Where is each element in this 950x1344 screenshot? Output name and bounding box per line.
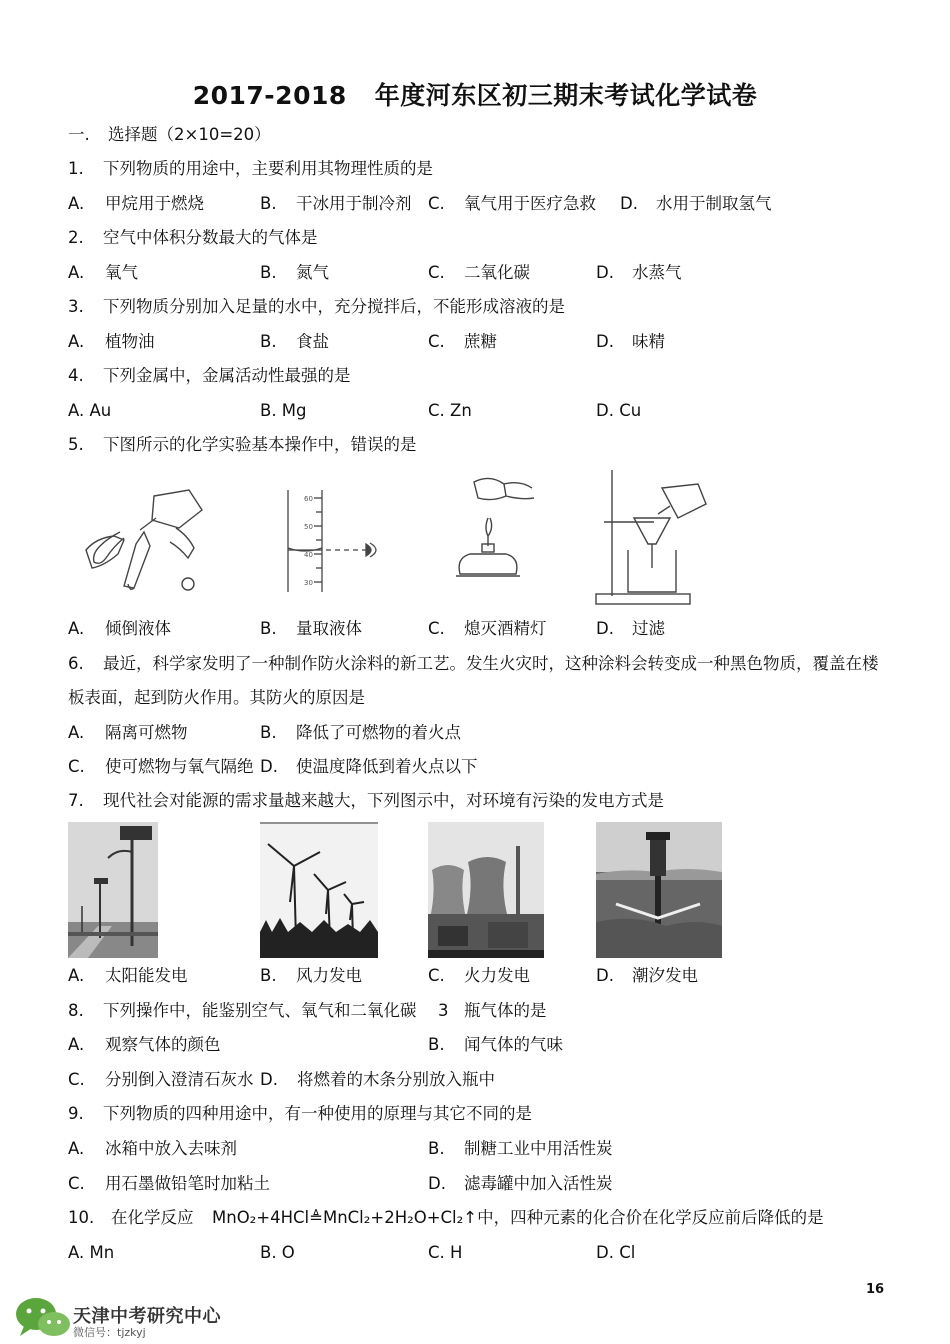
q8-option-c: 分别倒入澄清石灰水 [105,1070,254,1089]
cylinder-tick-50: 50 [304,523,313,531]
q4-option-d: D. Cu [596,401,642,420]
q3-option-c-letter: C. [428,332,445,351]
q3-option-a: 植物油 [105,332,155,351]
q2-option-b-letter: B. [260,263,277,282]
q7-number: 7. [68,791,84,810]
q9-option-b-letter: B. [428,1139,445,1158]
q1-option-d-letter: D. [620,194,638,213]
cylinder-tick-60: 60 [304,495,313,503]
q5-text: 下图所示的化学实验基本操作中，错误的是 [103,435,417,454]
q7-text: 现代社会对能源的需求量越来越大，下列图示中，对环境有污染的发电方式是 [103,791,664,810]
q9-number: 9. [68,1104,84,1123]
q4-option-c: C. Zn [428,401,472,420]
q4-option-b: B. Mg [260,401,307,420]
q10-text: 在化学反应 [111,1208,194,1227]
q2-option-c: 二氧化碳 [464,263,530,282]
q5-option-a-letter: A. [68,619,85,638]
q8-option-d-letter: D. [260,1070,278,1089]
q6-option-c-letter: C. [68,757,85,776]
q6-option-b: 降低了可燃物的着火点 [296,723,461,742]
q6-option-a-letter: A. [68,723,85,742]
q7-option-d: 潮汐发电 [632,966,698,985]
q3-option-b: 食盐 [296,332,329,351]
q2-option-d-letter: D. [596,263,614,282]
q1-option-b-letter: B. [260,194,277,213]
q5-option-d: 过滤 [632,619,665,638]
section-number: 一. [68,125,90,144]
q8-text-end: 瓶气体的是 [464,1001,547,1020]
q7-option-a-letter: A. [68,966,85,985]
q3-number: 3. [68,297,84,316]
q2-option-b: 氮气 [296,263,329,282]
q9-option-b: 制糖工业中用活性炭 [464,1139,613,1158]
q7-option-d-letter: D. [596,966,614,985]
q5-option-a: 倾倒液体 [105,619,171,638]
q10-equation: MnO₂+4HCl≜MnCl₂+2H₂O+Cl₂↑中，四种元素的化合价在化学反应前后降低的是 [212,1208,824,1227]
q7-option-c-letter: C. [428,966,445,985]
q7-option-c: 火力发电 [464,966,530,985]
q2-text: 空气中体积分数最大的气体是 [103,228,318,247]
q9-text: 下列物质的四种用途中，有一种使用的原理与其它不同的是 [103,1104,532,1123]
q1-number: 1. [68,159,84,178]
q6-option-a: 隔离可燃物 [105,723,188,742]
q6-number: 6. [68,654,84,673]
q10-option-a: A. Mn [68,1243,115,1262]
q1-text: 下列物质的用途中，主要利用其物理性质的是 [103,159,433,178]
q3-option-c: 蔗糖 [464,332,497,351]
section-label: 选择题（2×10=20） [108,125,271,144]
q8-option-d: 将燃着的木条分别放入瓶中 [297,1070,495,1089]
q1-option-d: 水用于制取氢气 [656,194,772,213]
pouring-liquid-figure [84,488,216,594]
q6-option-d-letter: D. [260,757,278,776]
q10-option-d: D. Cl [596,1243,636,1262]
wechat-logo-icon [14,1296,74,1340]
q10-option-c: C. H [428,1243,463,1262]
q10-number: 10. [68,1208,95,1227]
q6-text: 最近，科学家发明了一种制作防火涂料的新工艺。发生火灾时，这种涂料会转变成一种黑色物质，覆盖在楼 [103,654,879,673]
q8-option-b: 闻气体的气味 [464,1035,563,1054]
q7-option-b-letter: B. [260,966,277,985]
q1-option-a-letter: A. [68,194,85,213]
q3-option-b-letter: B. [260,332,277,351]
q7-option-b: 风力发电 [296,966,362,985]
wind-power-photo [260,822,378,958]
q9-option-c: 用石墨做铅笔时加粘土 [105,1174,270,1193]
page-number: 16 [866,1282,885,1297]
page-title: 2017-2018 年度河东区初三期末考试化学试卷 [192,81,758,110]
q9-option-d-letter: D. [428,1174,446,1193]
q4-number: 4. [68,366,84,385]
q1-option-c: 氧气用于医疗急救 [464,194,596,213]
q8-option-a: 观察气体的颜色 [105,1035,221,1054]
q5-option-b: 量取液体 [296,619,362,638]
q8-number: 8. [68,1001,84,1020]
tidal-power-photo [596,822,722,958]
q6-option-c: 使可燃物与氧气隔绝 [105,757,254,776]
q3-option-d: 味精 [632,332,665,351]
solar-power-photo [68,822,158,958]
thermal-power-photo [428,822,544,958]
q5-option-c: 熄灭酒精灯 [464,619,547,638]
q4-option-a: A. Au [68,401,112,420]
q8-option-b-letter: B. [428,1035,445,1054]
q7-option-a: 太阳能发电 [105,966,188,985]
q6-option-d: 使温度降低到着火点以下 [296,757,478,776]
footer-brand: 天津中考研究中心 [73,1306,221,1327]
q6-option-b-letter: B. [260,723,277,742]
q2-number: 2. [68,228,84,247]
q1-option-b: 干冰用于制冷剂 [296,194,412,213]
q9-option-a-letter: A. [68,1139,85,1158]
q9-option-c-letter: C. [68,1174,85,1193]
q1-option-a: 甲烷用于燃烧 [105,194,204,213]
q10-option-b: B. O [260,1243,295,1262]
footer-wechat-id: 微信号：tjzkyj [73,1326,146,1339]
q2-option-a-letter: A. [68,263,85,282]
alcohol-lamp-figure [444,470,544,582]
q5-option-b-letter: B. [260,619,277,638]
measuring-cylinder-figure [278,488,388,594]
q3-option-a-letter: A. [68,332,85,351]
q5-number: 5. [68,435,84,454]
q5-option-c-letter: C. [428,619,445,638]
q8-text-count: 3 [438,1001,449,1020]
q2-option-a: 氧气 [105,263,138,282]
filtration-figure [594,468,716,610]
q8-option-c-letter: C. [68,1070,85,1089]
q3-option-d-letter: D. [596,332,614,351]
cylinder-tick-30: 30 [304,579,313,587]
q9-option-a: 冰箱中放入去味剂 [105,1139,237,1158]
q9-option-d: 滤毒罐中加入活性炭 [464,1174,613,1193]
q8-option-a-letter: A. [68,1035,85,1054]
q6-text-line2: 板表面，起到防火作用。其防火的原因是 [68,688,365,707]
q1-option-c-letter: C. [428,194,445,213]
q4-text: 下列金属中，金属活动性最强的是 [103,366,351,385]
q8-text: 下列操作中，能鉴别空气、氧气和二氧化碳 [103,1001,417,1020]
cylinder-tick-40: 40 [304,551,313,559]
q2-option-c-letter: C. [428,263,445,282]
q5-option-d-letter: D. [596,619,614,638]
q2-option-d: 水蒸气 [632,263,682,282]
q3-text: 下列物质分别加入足量的水中，充分搅拌后，不能形成溶液的是 [103,297,565,316]
